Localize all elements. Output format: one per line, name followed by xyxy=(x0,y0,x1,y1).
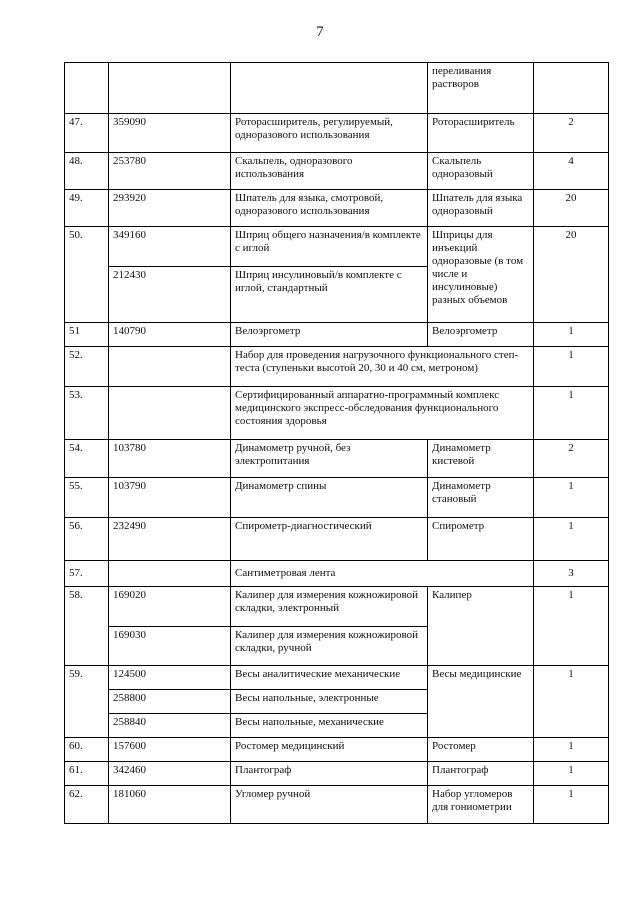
row-code: 232490 xyxy=(109,518,231,561)
row-name: Сантиметровая лента xyxy=(231,561,534,587)
row-name: Ростомер медицинский xyxy=(231,738,428,762)
row-name: Весы напольные, механические xyxy=(231,714,428,738)
equipment-table xyxy=(64,62,609,824)
table-row xyxy=(65,227,609,267)
row-qty: 1 xyxy=(534,738,609,762)
row-type: Динамометр кистевой xyxy=(428,440,534,478)
table-row xyxy=(65,323,609,347)
row-type: переливания растворов xyxy=(428,63,534,114)
row-qty: 4 xyxy=(534,153,609,190)
row-number: 62. xyxy=(65,786,109,824)
table-row xyxy=(65,190,609,227)
row-type: Шприцы для инъекций одноразовые (в том числе и инсулиновые) разных объемов xyxy=(428,227,534,323)
row-name: Угломер ручной xyxy=(231,786,428,824)
row-code: 169020 xyxy=(109,587,231,627)
row-code: 253780 xyxy=(109,153,231,190)
row-qty: 1 xyxy=(534,587,609,666)
row-qty: 1 xyxy=(534,323,609,347)
row-type: Ростомер xyxy=(428,738,534,762)
table-row xyxy=(65,347,609,387)
table-row xyxy=(65,762,609,786)
row-number: 47. xyxy=(65,114,109,153)
row-code: 157600 xyxy=(109,738,231,762)
row-code: 212430 xyxy=(109,267,231,323)
row-number: 54. xyxy=(65,440,109,478)
row-number: 55. xyxy=(65,478,109,518)
row-number: 50. xyxy=(65,227,109,323)
table-row xyxy=(65,478,609,518)
row-name xyxy=(231,63,428,114)
row-number: 60. xyxy=(65,738,109,762)
row-qty: 3 xyxy=(534,561,609,587)
row-number: 58. xyxy=(65,587,109,666)
row-name: Спирометр-диагностический xyxy=(231,518,428,561)
row-code: 258800 xyxy=(109,690,231,714)
table-row xyxy=(65,114,609,153)
row-code: 140790 xyxy=(109,323,231,347)
row-qty: 1 xyxy=(534,518,609,561)
row-code: 169030 xyxy=(109,627,231,666)
row-name: Калипер для измерения кожножировой складки, электронный xyxy=(231,587,428,627)
table-row xyxy=(65,518,609,561)
row-name: Весы аналитические механические xyxy=(231,666,428,690)
row-name: Плантограф xyxy=(231,762,428,786)
row-code: 103790 xyxy=(109,478,231,518)
row-number xyxy=(65,63,109,114)
table-row xyxy=(65,738,609,762)
row-name: Шпатель для языка, смотровой, одноразового использования xyxy=(231,190,428,227)
row-name: Скальпель, одноразового использования xyxy=(231,153,428,190)
row-name: Динамометр спины xyxy=(231,478,428,518)
row-qty: 2 xyxy=(534,114,609,153)
row-code: 359090 xyxy=(109,114,231,153)
page-number: 7 xyxy=(316,24,324,40)
row-name: Велоэргометр xyxy=(231,323,428,347)
row-code xyxy=(109,561,231,587)
row-number: 57. xyxy=(65,561,109,587)
row-type: Спирометр xyxy=(428,518,534,561)
table-row xyxy=(65,561,609,587)
row-qty: 1 xyxy=(534,478,609,518)
row-type: Весы медицинские xyxy=(428,666,534,738)
table-row xyxy=(65,153,609,190)
row-number: 53. xyxy=(65,387,109,440)
row-number: 51 xyxy=(65,323,109,347)
row-type: Динамометр становый xyxy=(428,478,534,518)
row-qty: 1 xyxy=(534,762,609,786)
row-code: 342460 xyxy=(109,762,231,786)
row-code: 103780 xyxy=(109,440,231,478)
row-qty: 1 xyxy=(534,666,609,738)
row-qty: 2 xyxy=(534,440,609,478)
row-name: Набор для проведения нагрузочного функционального степ-теста (ступеньки высотой 20, 30 и 40 см, метроном) xyxy=(231,347,534,387)
row-qty: 1 xyxy=(534,786,609,824)
row-type: Шпатель для языка одноразовый xyxy=(428,190,534,227)
row-qty xyxy=(534,63,609,114)
row-name: Весы напольные, электронные xyxy=(231,690,428,714)
row-type: Плантограф xyxy=(428,762,534,786)
row-qty: 1 xyxy=(534,387,609,440)
row-code: 258840 xyxy=(109,714,231,738)
row-code xyxy=(109,347,231,387)
row-number: 61. xyxy=(65,762,109,786)
row-name: Калипер для измерения кожножировой складки, ручной xyxy=(231,627,428,666)
row-code: 124500 xyxy=(109,666,231,690)
table-row xyxy=(65,786,609,824)
row-qty: 1 xyxy=(534,347,609,387)
row-number: 56. xyxy=(65,518,109,561)
row-name: Роторасширитель, регулируемый, одноразового использования xyxy=(231,114,428,153)
row-type: Роторасширитель xyxy=(428,114,534,153)
row-type: Велоэргометр xyxy=(428,323,534,347)
row-type: Набор угломеров для гониометрии xyxy=(428,786,534,824)
row-code xyxy=(109,63,231,114)
table-row xyxy=(65,666,609,690)
row-name: Шприц инсулиновый/в комплекте с иглой, стандартный xyxy=(231,267,428,323)
row-code: 181060 xyxy=(109,786,231,824)
row-type: Калипер xyxy=(428,587,534,666)
row-qty: 20 xyxy=(534,190,609,227)
row-code: 293920 xyxy=(109,190,231,227)
row-number: 49. xyxy=(65,190,109,227)
table-row xyxy=(65,387,609,440)
table-row xyxy=(65,440,609,478)
row-qty: 20 xyxy=(534,227,609,323)
row-code xyxy=(109,387,231,440)
row-name: Шприц общего назначения/в комплекте с иглой xyxy=(231,227,428,267)
table-row xyxy=(65,587,609,627)
row-code: 349160 xyxy=(109,227,231,267)
row-number: 59. xyxy=(65,666,109,738)
row-type: Скальпель одноразовый xyxy=(428,153,534,190)
row-number: 52. xyxy=(65,347,109,387)
row-name: Сертифицированный аппаратно-программный комплекс медицинского экспресс-обследования функционального состояния здоровья xyxy=(231,387,534,440)
row-number: 48. xyxy=(65,153,109,190)
row-name: Динамометр ручной, без электропитания xyxy=(231,440,428,478)
table-row xyxy=(65,63,609,114)
